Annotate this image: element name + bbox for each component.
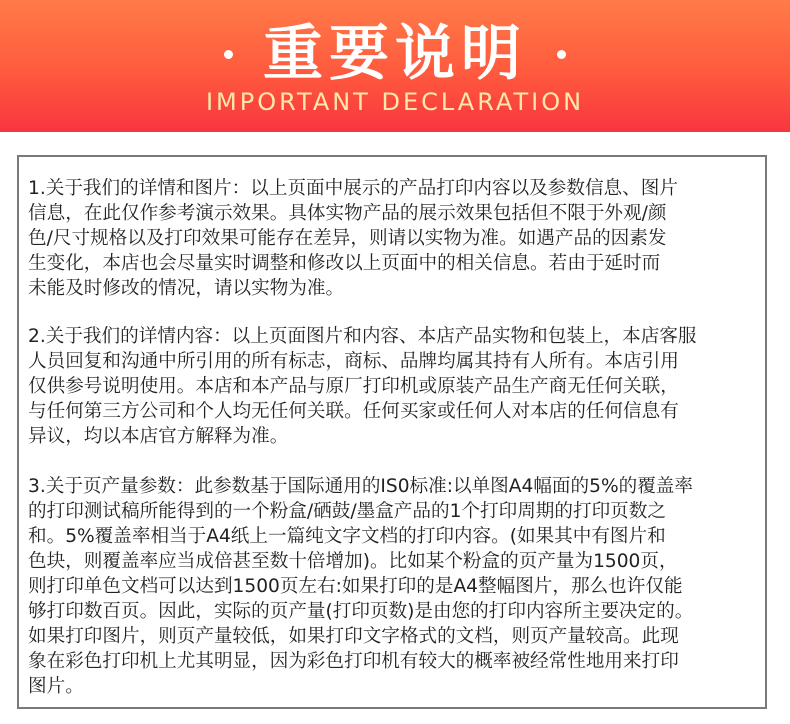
paragraph-line: 够打印数百页。因此，实际的页产量(打印页数)是由您的打印内容所主要决定的。 — [28, 601, 694, 622]
paragraph-line: 图片。 — [28, 676, 84, 697]
title-row — [0, 18, 790, 90]
paragraph-line: 和。5%覆盖率相当于A4纸上一篇纯文字文档的打印内容。(如果其中有图片和 — [28, 526, 666, 547]
right-dot-icon — [557, 50, 566, 59]
page-subtitle: IMPORTANT DECLARATION — [205, 88, 585, 116]
paragraph-2 — [28, 324, 758, 449]
paragraph-line: 则打印单色文档可以达到1500页左右:如果打印的是A4整幅图片，那么也许仅能 — [28, 576, 683, 597]
page-title: 重要说明 — [263, 19, 527, 89]
left-dot-icon — [224, 50, 233, 59]
paragraph-line: 人员回复和沟通中所引用的所有标志，商标、品牌均属其持有人所有。本店引用 — [28, 351, 679, 372]
paragraph-line: 象在彩色打印机上尤其明显，因为彩色打印机有较大的概率被经常性地用来打印 — [28, 651, 679, 672]
paragraph-line: 2.关于我们的详情内容：以上页面图片和内容、本店产品实物和包装上，本店客服 — [28, 326, 697, 347]
paragraph-line: 仅供参号说明使用。本店和本产品与原厂打印机或原装产品生产商无任何关联， — [28, 376, 679, 397]
paragraph-line: 信息，在此仅作参考演示效果。具体实物产品的展示效果包括但不限于外观/颜 — [28, 203, 667, 224]
paragraph-line: 色/尺寸规格以及打印效果可能存在差异，则请以实物为准。如遇产品的因素发 — [28, 228, 667, 249]
paragraph-line: 色块，则覆盖率应当成倍甚至数十倍增加)。比如某个粉盒的页产量为1500页， — [28, 551, 678, 572]
header-banner — [0, 0, 790, 132]
paragraph-line: 与任何第三方公司和个人均无任何关联。任何买家或任何人对本店的任何信息有 — [28, 401, 679, 422]
paragraph-line: 3.关于页产量参数：此参数基于国际通用的IS0标准:以单图A4幅面的5%的覆盖率 — [28, 476, 693, 497]
paragraph-line: 1.关于我们的详情和图片：以上页面中展示的产品打印内容以及参数信息、图片 — [28, 178, 678, 199]
paragraph-line: 异议，均以本店官方解释为准。 — [28, 426, 289, 447]
paragraph-line: 如果打印图片，则页产量较低，如果打印文字格式的文档，则页产量较高。此现 — [28, 626, 679, 647]
paragraph-3 — [28, 474, 758, 699]
paragraph-line: 的打印测试稿所能得到的一个粉盒/硒鼓/墨盒产品的1个打印周期的打印页数之 — [28, 501, 666, 522]
paragraph-line: 未能及时修改的情况，请以实物为准。 — [28, 278, 345, 299]
paragraph-1 — [28, 176, 758, 301]
paragraph-line: 生变化，本店也会尽量实时调整和修改以上页面中的相关信息。若由于延时而 — [28, 253, 661, 274]
